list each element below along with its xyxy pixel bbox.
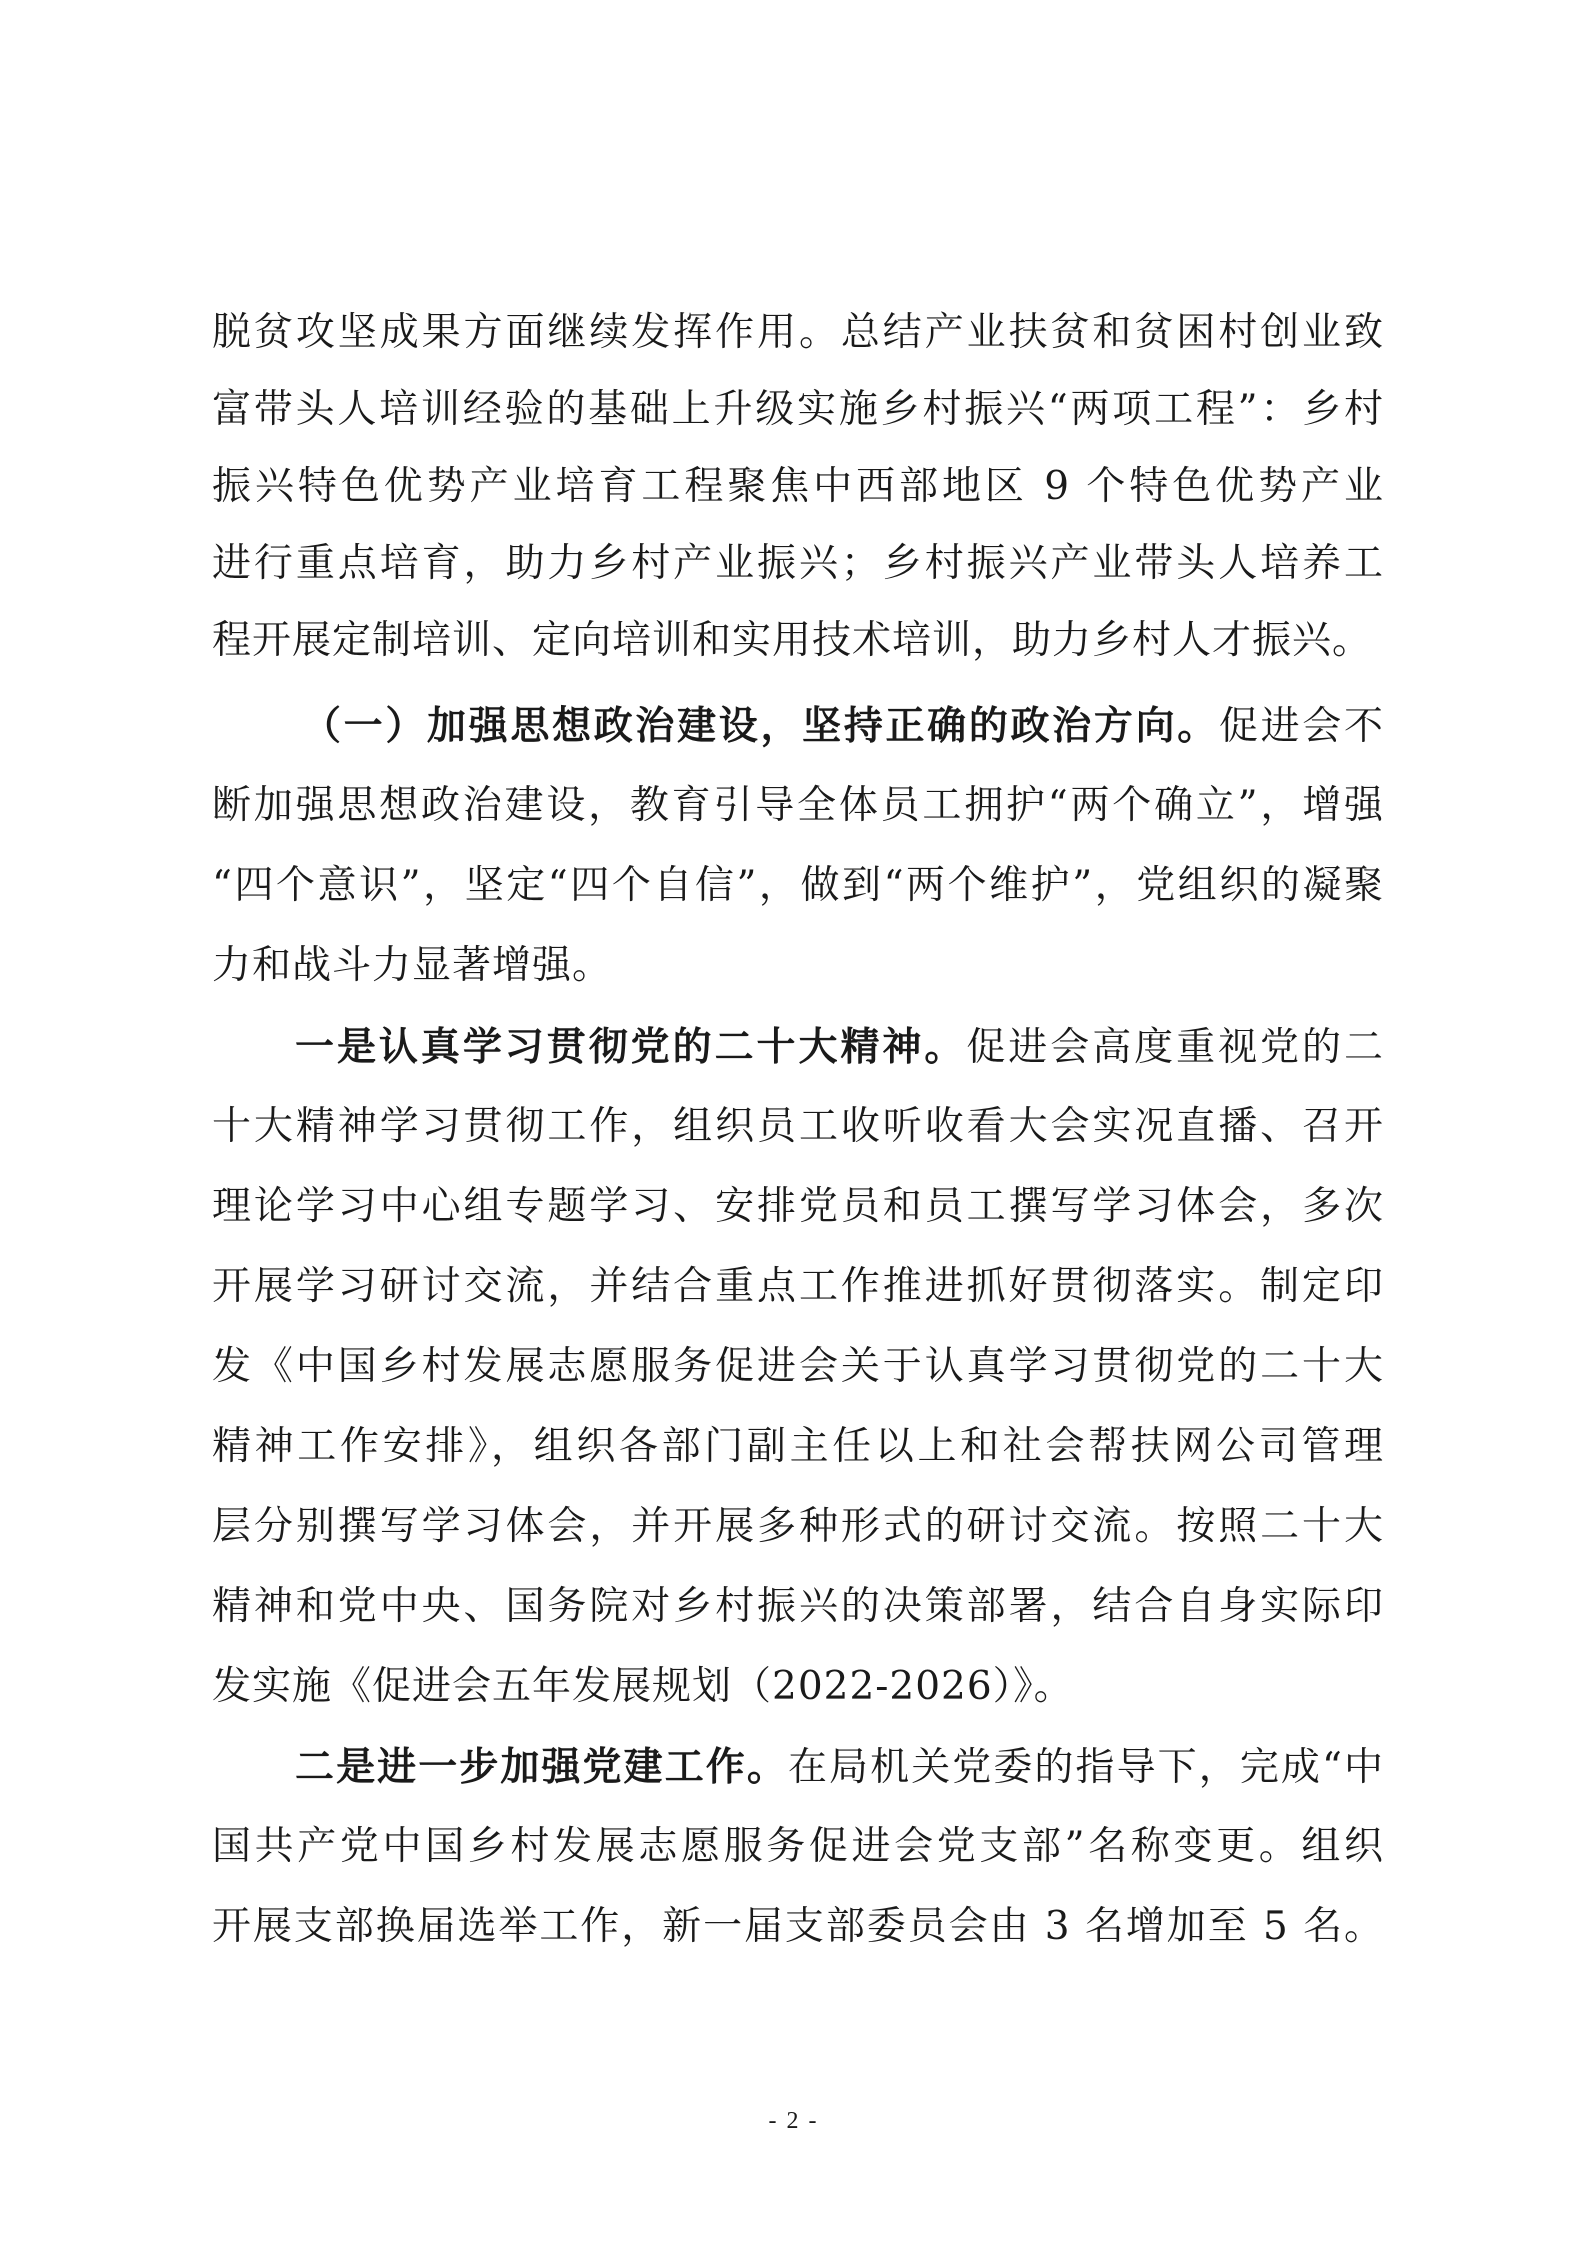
paragraph-line: 发实施《促进会五年发展规划（2022-2026）》。	[212, 1664, 1074, 1709]
paragraph-line: 开展支部换届选举工作，新一届支部委员会由 3 名增加至 5 名。	[212, 1904, 1384, 1949]
point-heading-line	[295, 1007, 1384, 1087]
paragraph-line: 层分别撰写学习体会，并开展多种形式的研讨交流。按照二十大	[212, 1504, 1384, 1549]
paragraph-line: 发《中国乡村发展志愿服务促进会关于认真学习贯彻党的二十大	[212, 1344, 1384, 1389]
paragraph-line: “四个意识”，坚定“四个自信”，做到“两个维护”，党组织的凝聚	[212, 863, 1384, 908]
paragraph-line: 精神工作安排》，组织各部门副主任以上和社会帮扶网公司管理	[212, 1424, 1384, 1469]
paragraph-line: 富带头人培训经验的基础上升级实施乡村振兴“两项工程”：乡村	[212, 387, 1384, 432]
point-heading-rest: 在局机关党委的指导下，完成“中	[787, 1745, 1384, 1790]
paragraph-line: 力和战斗力显著增强。	[212, 943, 613, 988]
paragraph-line: 程开展定制培训、定向培训和实用技术培训，助力乡村人才振兴。	[212, 618, 1373, 663]
paragraph-line: 振兴特色优势产业培育工程聚焦中西部地区 9 个特色优势产业	[212, 464, 1384, 509]
point-heading-rest: 促进会高度重视党的二	[966, 1025, 1384, 1070]
page-number: - 2 -	[768, 2108, 819, 2134]
paragraph-line: 国共产党中国乡村发展志愿服务促进会党支部”名称变更。组织	[212, 1824, 1384, 1869]
section-heading: （一）加强思想政治建设，坚持正确的政治方向。	[302, 703, 1219, 749]
paragraph-line: 精神和党中央、国务院对乡村振兴的决策部署，结合自身实际印	[212, 1584, 1384, 1629]
paragraph-line: 断加强思想政治建设，教育引导全体员工拥护“两个确立”，增强	[212, 783, 1384, 828]
paragraph-line: 脱贫攻坚成果方面继续发挥作用。总结产业扶贫和贫困村创业致	[212, 310, 1384, 355]
section-heading-rest: 促进会不	[1218, 704, 1384, 749]
point-heading-line	[295, 1727, 1384, 1807]
paragraph-line: 十大精神学习贯彻工作，组织员工收听收看大会实况直播、召开	[212, 1104, 1384, 1149]
paragraph-line: 进行重点培育，助力乡村产业振兴；乡村振兴产业带头人培养工	[212, 541, 1384, 586]
point-heading: 一是认真学习贯彻党的二十大精神。	[295, 1024, 967, 1070]
paragraph-line: 理论学习中心组专题学习、安排党员和员工撰写学习体会，多次	[212, 1184, 1384, 1229]
section-heading-line	[302, 686, 1384, 766]
point-heading: 二是进一步加强党建工作。	[295, 1744, 788, 1790]
paragraph-line: 开展学习研讨交流，并结合重点工作推进抓好贯彻落实。制定印	[212, 1264, 1384, 1309]
